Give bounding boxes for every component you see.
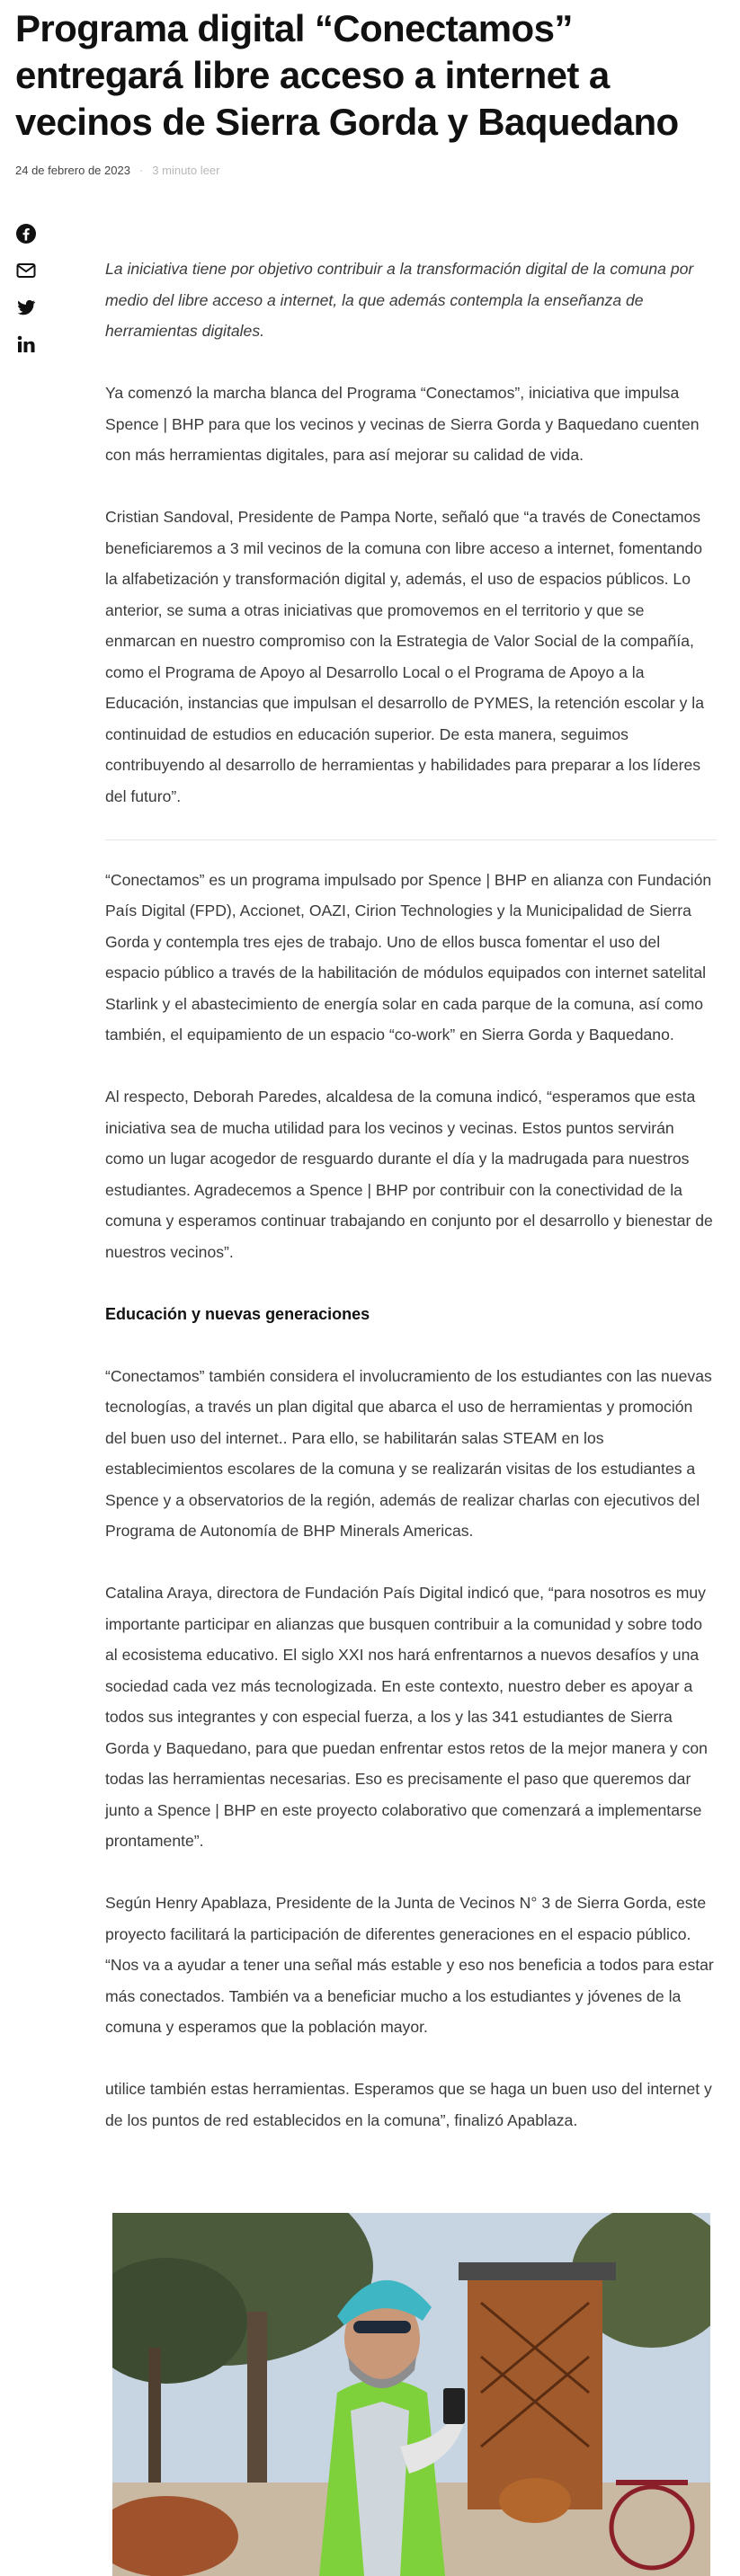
article-meta bbox=[15, 164, 219, 177]
article-paragraph: Cristian Sandoval, Presidente de Pampa Norte, señaló que “a través de Conectamos beneficiaremos a 3 mil vecinos de la comuna con libre acceso a internet, fomentando la alfabetización y transformación digital y, además, el uso de espacios públicos. Lo anterior, se suma a otras iniciativas que promovemos en el territorio y que se enmarcan en nuestro compromiso con la Estrategia de Valor Social de la compañía, como el Programa de Apoyo al Desarrollo Local o el Programa de Apoyo a la Educación, instancias que impulsan el desarrollo de PYMES, la retención escolar y la continuidad de estudios en educación superior. De esta manera, seguimos contribuyendo al desarrollo de herramientas y habilidades para preparar a los líderes del futuro”. bbox=[105, 508, 704, 805]
publish-date: 24 de febrero de 2023 bbox=[15, 164, 130, 177]
cyclist-photo-illustration bbox=[112, 2213, 710, 2576]
article-paragraph: Catalina Araya, directora de Fundación País Digital indicó que, “para nosotros es muy importante participar en alianzas que busquen contribuir a la comunidad y sobre todo al ecosistema educativo. El siglo XXI nos hará enfrentarnos a nuevos desafíos y una sociedad cada vez más tecnologizada. En este contexto, nuestro deber es apoyar a todos sus integrantes y con especial fuerza, a los y las 341 estudiantes de Sierra Gorda y Baquedano, para que puedan enfrentar estos retos de la mejor manera y con todas las herramientas necesarias. Eso es precisamente el paso que queremos dar junto a Spence | BHP en este proyecto colaborativo que comenzará a implementarse prontamente”. bbox=[105, 1584, 708, 1850]
article-title: Programa digital “Conectamos” entregará libre acceso a internet a vecinos de Sierra Gorda y Baquedano bbox=[15, 7, 679, 143]
section-heading: Educación y nuevas generaciones bbox=[105, 1304, 370, 1323]
article-photo bbox=[112, 2213, 710, 2576]
article-paragraph: Al respecto, Deborah Paredes, alcaldesa de la comuna indicó, “esperamos que esta iniciativa sea de mucha utilidad para los vecinos y vecinas. Estos puntos servirán como un lugar acogedor de resguardo durante el día y la madrugada para nuestros estudiantes. Agradecemos a Spence | BHP por contribuir con la conectividad de la comuna y esperamos continuar trabajando en conjunto por el desarrollo y bienestar de nuestros vecinos”. bbox=[105, 1088, 713, 1261]
share-linkedin-button[interactable] bbox=[15, 333, 37, 355]
article-body bbox=[105, 253, 717, 2167]
article-paragraph: Según Henry Apablaza, Presidente de la Junta de Vecinos N° 3 de Sierra Gorda, este proyecto facilitará la participación de diferentes generaciones en el espacio público. “Nos va a ayudar a tener una señal más estable y eso nos beneficia a todos para estar más conectados. También va a beneficiar mucho a los estudiantes y jóvenes de la comuna y esperamos que la población mayor. bbox=[105, 1894, 714, 2036]
share-bar bbox=[15, 223, 37, 355]
article-paragraph: utilice también estas herramientas. Esperamos que se haga un buen uso del internet y de los puntos de red establecidos en la comuna”, finalizó Apablaza. bbox=[105, 2080, 712, 2129]
twitter-icon bbox=[15, 297, 37, 318]
mail-icon bbox=[15, 260, 37, 281]
share-twitter-button[interactable] bbox=[15, 297, 37, 318]
meta-separator: · bbox=[138, 164, 144, 177]
article-paragraph: Ya comenzó la marcha blanca del Programa “Conectamos”, iniciativa que impulsa Spence | BHP para que los vecinos y vecinas de Sierra Gorda y Baquedano cuenten con más herramientas digitales, para así mejorar su calidad de vida. bbox=[105, 384, 700, 464]
share-email-button[interactable] bbox=[15, 260, 37, 281]
article-paragraph: “Conectamos” es un programa impulsado por Spence | BHP en alianza con Fundación País Digital (FPD), Accionet, OAZI, Cirion Technologies y la Municipalidad de Sierra Gorda y contempla tres ejes de trabajo. Uno de ellos busca fomentar el uso del espacio público a través de la habilitación de módulos equipados con internet satelital Starlink y el abastecimiento de energía solar en cada parque de la comuna, así como también, el equipamiento de un espacio “co-work” en Sierra Gorda y Baquedano. bbox=[105, 870, 712, 1044]
facebook-icon bbox=[15, 223, 37, 244]
article-lead: La iniciativa tiene por objetivo contribuir a la transformación digital de la comuna por medio del libre acceso a internet, la que además contempla la enseñanza de herramientas digitales. bbox=[105, 260, 694, 340]
section-divider bbox=[105, 839, 717, 840]
linkedin-icon bbox=[15, 333, 37, 355]
read-time: 3 minuto leer bbox=[152, 164, 220, 177]
article-paragraph: “Conectamos” también considera el involucramiento de los estudiantes con las nuevas tecnologías, a través un plan digital que abarca el uso de herramientas y promoción del buen uso del internet.. Para ello, se habilitarán salas STEAM en los establecimientos escolares de la comuna y se realizarán visitas de los estudiantes a Spence y a observatorios de la región, además de realizar charlas con ejecutivos del Programa de Autonomía de BHP Minerals Americas. bbox=[105, 1366, 712, 1540]
share-facebook-button[interactable] bbox=[15, 223, 37, 244]
